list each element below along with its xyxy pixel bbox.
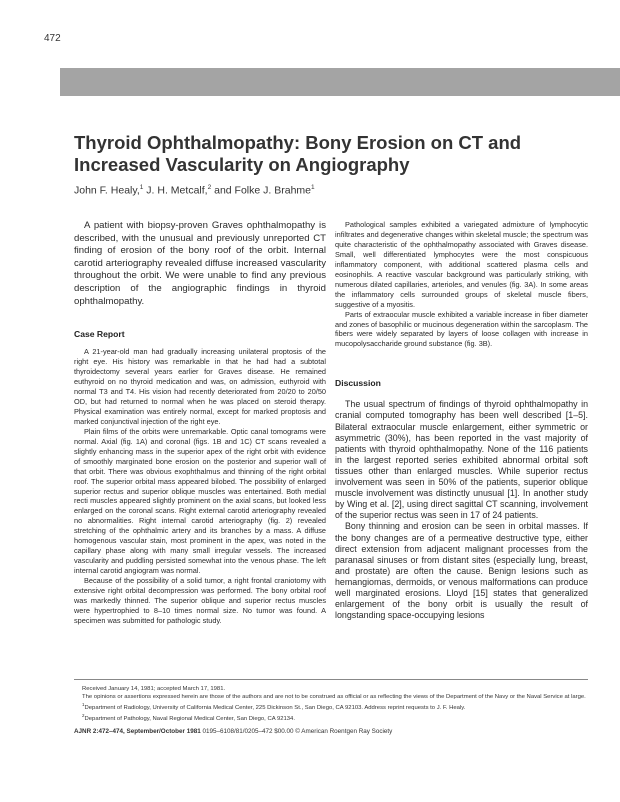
author-line [74,184,315,197]
footnote-rule [74,679,588,680]
abstract: A patient with biopsy-proven Graves ophthalmopathy is described, with the unusual and previously unreported CT finding of erosion of the bony roof of the orbit. Internal carotid arteriography revealed diffuse increased vascularity throughout the orbit. We were unable to find any previous description of the angiographic findings in thyroid ophthalmopathy. [74,220,326,307]
case-report-paragraph: A 21-year-old man had gradually increasing unilateral proptosis of the right eye. His history was remarkable in that he had had a subtotal thyroidectomy several years earlier for Graves disease. He remained euthyroid on no thyroid medication and was, on admission, euthyroid with normal T3 and T4. His vision had recently deteriorated from 20/20 to 20/50 OD, but had returned to normal when he was placed on steroid therapy. Physical examination was entirely normal, except for marked proptosis and marked conjunctival injection of the right eye. [74,347,326,426]
affiliation-2-text: Department of Pathology, Naval Regional Medical Center, San Diego, CA 92134. [84,715,295,722]
pathology-paragraph: Parts of extraocular muscle exhibited a variable increase in fiber diameter and zones of basophilic or mucinous degeneration within the sarcoplasm. The fibers were widely separated by layers of loose collagen with increase in mucopolysaccharide ground substance (fig. 3B). [335,309,588,349]
received-date: Received January 14, 1981; accepted March 17, 1981. [82,686,226,692]
pathology-paragraph: Pathological samples exhibited a variegated admixture of lymphocytic infiltrates and degenerative changes within skeletal muscle; the spectrum was quite characteristic of the ophthalmopathy associated with Graves disease. Small, well differentiated lymphocytes were the most conspicuous inflammatory component, with additional scattered plasma cells and eosinophils. A reactive vascular background was particularly striking, with numerous dilated capillaries, arterioles, and venules (fig. 3A). In some areas the inflammatory cells surrounded groups of skeletal muscle fibers, suggestive of a myositis. [335,220,588,309]
right-column [335,220,588,621]
case-report-heading: Case Report [74,329,125,340]
footnotes [74,685,588,736]
author-metcalf: J. H. Metcalf, [143,184,208,197]
affiliation-2 [74,712,588,723]
author-metcalf-affiliation-mark: 2 [207,184,212,191]
affiliation-1-mark: 1 [82,702,85,707]
author-healy-affiliation-mark: 1 [139,184,144,191]
page-number: 472 [44,33,61,44]
disclaimer: The opinions or assertions expressed herein are those of the authors and are not to be construed as official or as reflecting the views of the Department of the Navy or the Naval Service at large. [82,694,586,700]
affiliation-1 [74,701,588,712]
author-brahme: and Folke J. Brahme [211,184,311,197]
discussion-paragraph: Bony thinning and erosion can be seen in orbital masses. If the bony changes are of a permeative destructive type, either direct extension from adjacent malignant processes from the paranasal sinuses or from distant sites (especially lung, breast, and prostate) are often the cause. Benign lesions such as hemangiomas, dermoids, or venous malformations can produce well marginated erosions. Lloyd [15] states that generalized enlargement of the bony orbit is usually the result of longstanding space-occupying lesions [335,521,588,621]
left-column [74,220,326,626]
author-brahme-affiliation-mark: 1 [311,184,315,191]
journal-citation [74,728,588,736]
journal-citation-rest: 0195–6108/81/0205–472 $00.00 © American Roentgen Ray Society [200,727,393,735]
affiliation-1-text: Department of Radiology, University of California Medical Center, 225 Dickinson St., San Diego, CA 92103. Address reprint requests to J. F. Healy. [84,704,466,711]
discussion-paragraph: The usual spectrum of findings of thyroid ophthalmopathy in cranial computed tomography has been well described [1–5]. Bilateral extraocular muscle enlargement, either symmetric or asymmetric (30%), has been reported in the vast majority of patients with thyroid ophthalmopathy. None of the 116 patients in the largest reported series exhibited abnormal orbital soft tissues other than enlarged muscles. While superior rectus involvement was seen in 50% of the patients, superior oblique muscle involvement was distinctly unusual [1]. In another study by Wing et al. [2], using direct sagittal CT scanning, involvement of the superior rectus was seen in 17 of 24 patients. [335,399,588,521]
case-report-paragraph: Plain films of the orbits were unremarkable. Optic canal tomograms were normal. Axial (fig. 1A) and coronal (figs. 1B and 1C) CT scans revealed a slightly enhancing mass in the superior apex of the right orbit with evidence of smoothly marginated bone erosion on the posterior and superior wall of that orbit. There was obvious exophthalmus and thinning of the right orbital roof. The superior orbital mass appeared bilobed. The possibility of enlarged superior rectus and superior oblique muscles was entertained. Both medial recti muscles appeared slightly prominent on the axial scans, but looked less enlarged on the coronal scans. Right external carotid arteriography revealed no abnormalities. Right internal carotid arteriography (fig. 2) revealed stretching of the ophthalmic artery and its branches by a mass. A diffuse homogenous vascular stain, most prominent in the apex, was noted in the capillary phase along with many small irregular vessels. The increased vascularity and puddling persisted somewhat into the venous phase. The left internal carotid angiogram was normal. [74,426,326,576]
affiliation-2-mark: 2 [82,712,85,718]
journal-citation-bold: AJNR 2:472–474, September/October 1981 [74,727,201,735]
case-report-paragraph: Because of the possibility of a solid tumor, a right frontal craniotomy with extensive right orbital decompression was performed. The bony orbital roof was markedly thinned. The superior oblique and superior rectus muscles were hypertrophied to 8–10 times normal size. No tumor was found. A specimen was submitted for pathologic study. [74,576,326,625]
header-band [60,68,620,96]
author-healy: John F. Healy, [74,184,140,197]
article-title: Thyroid Ophthalmopathy: Bony Erosion on CT and Increased Vascularity on Angiography [74,132,522,175]
discussion-heading: Discussion [335,378,381,389]
